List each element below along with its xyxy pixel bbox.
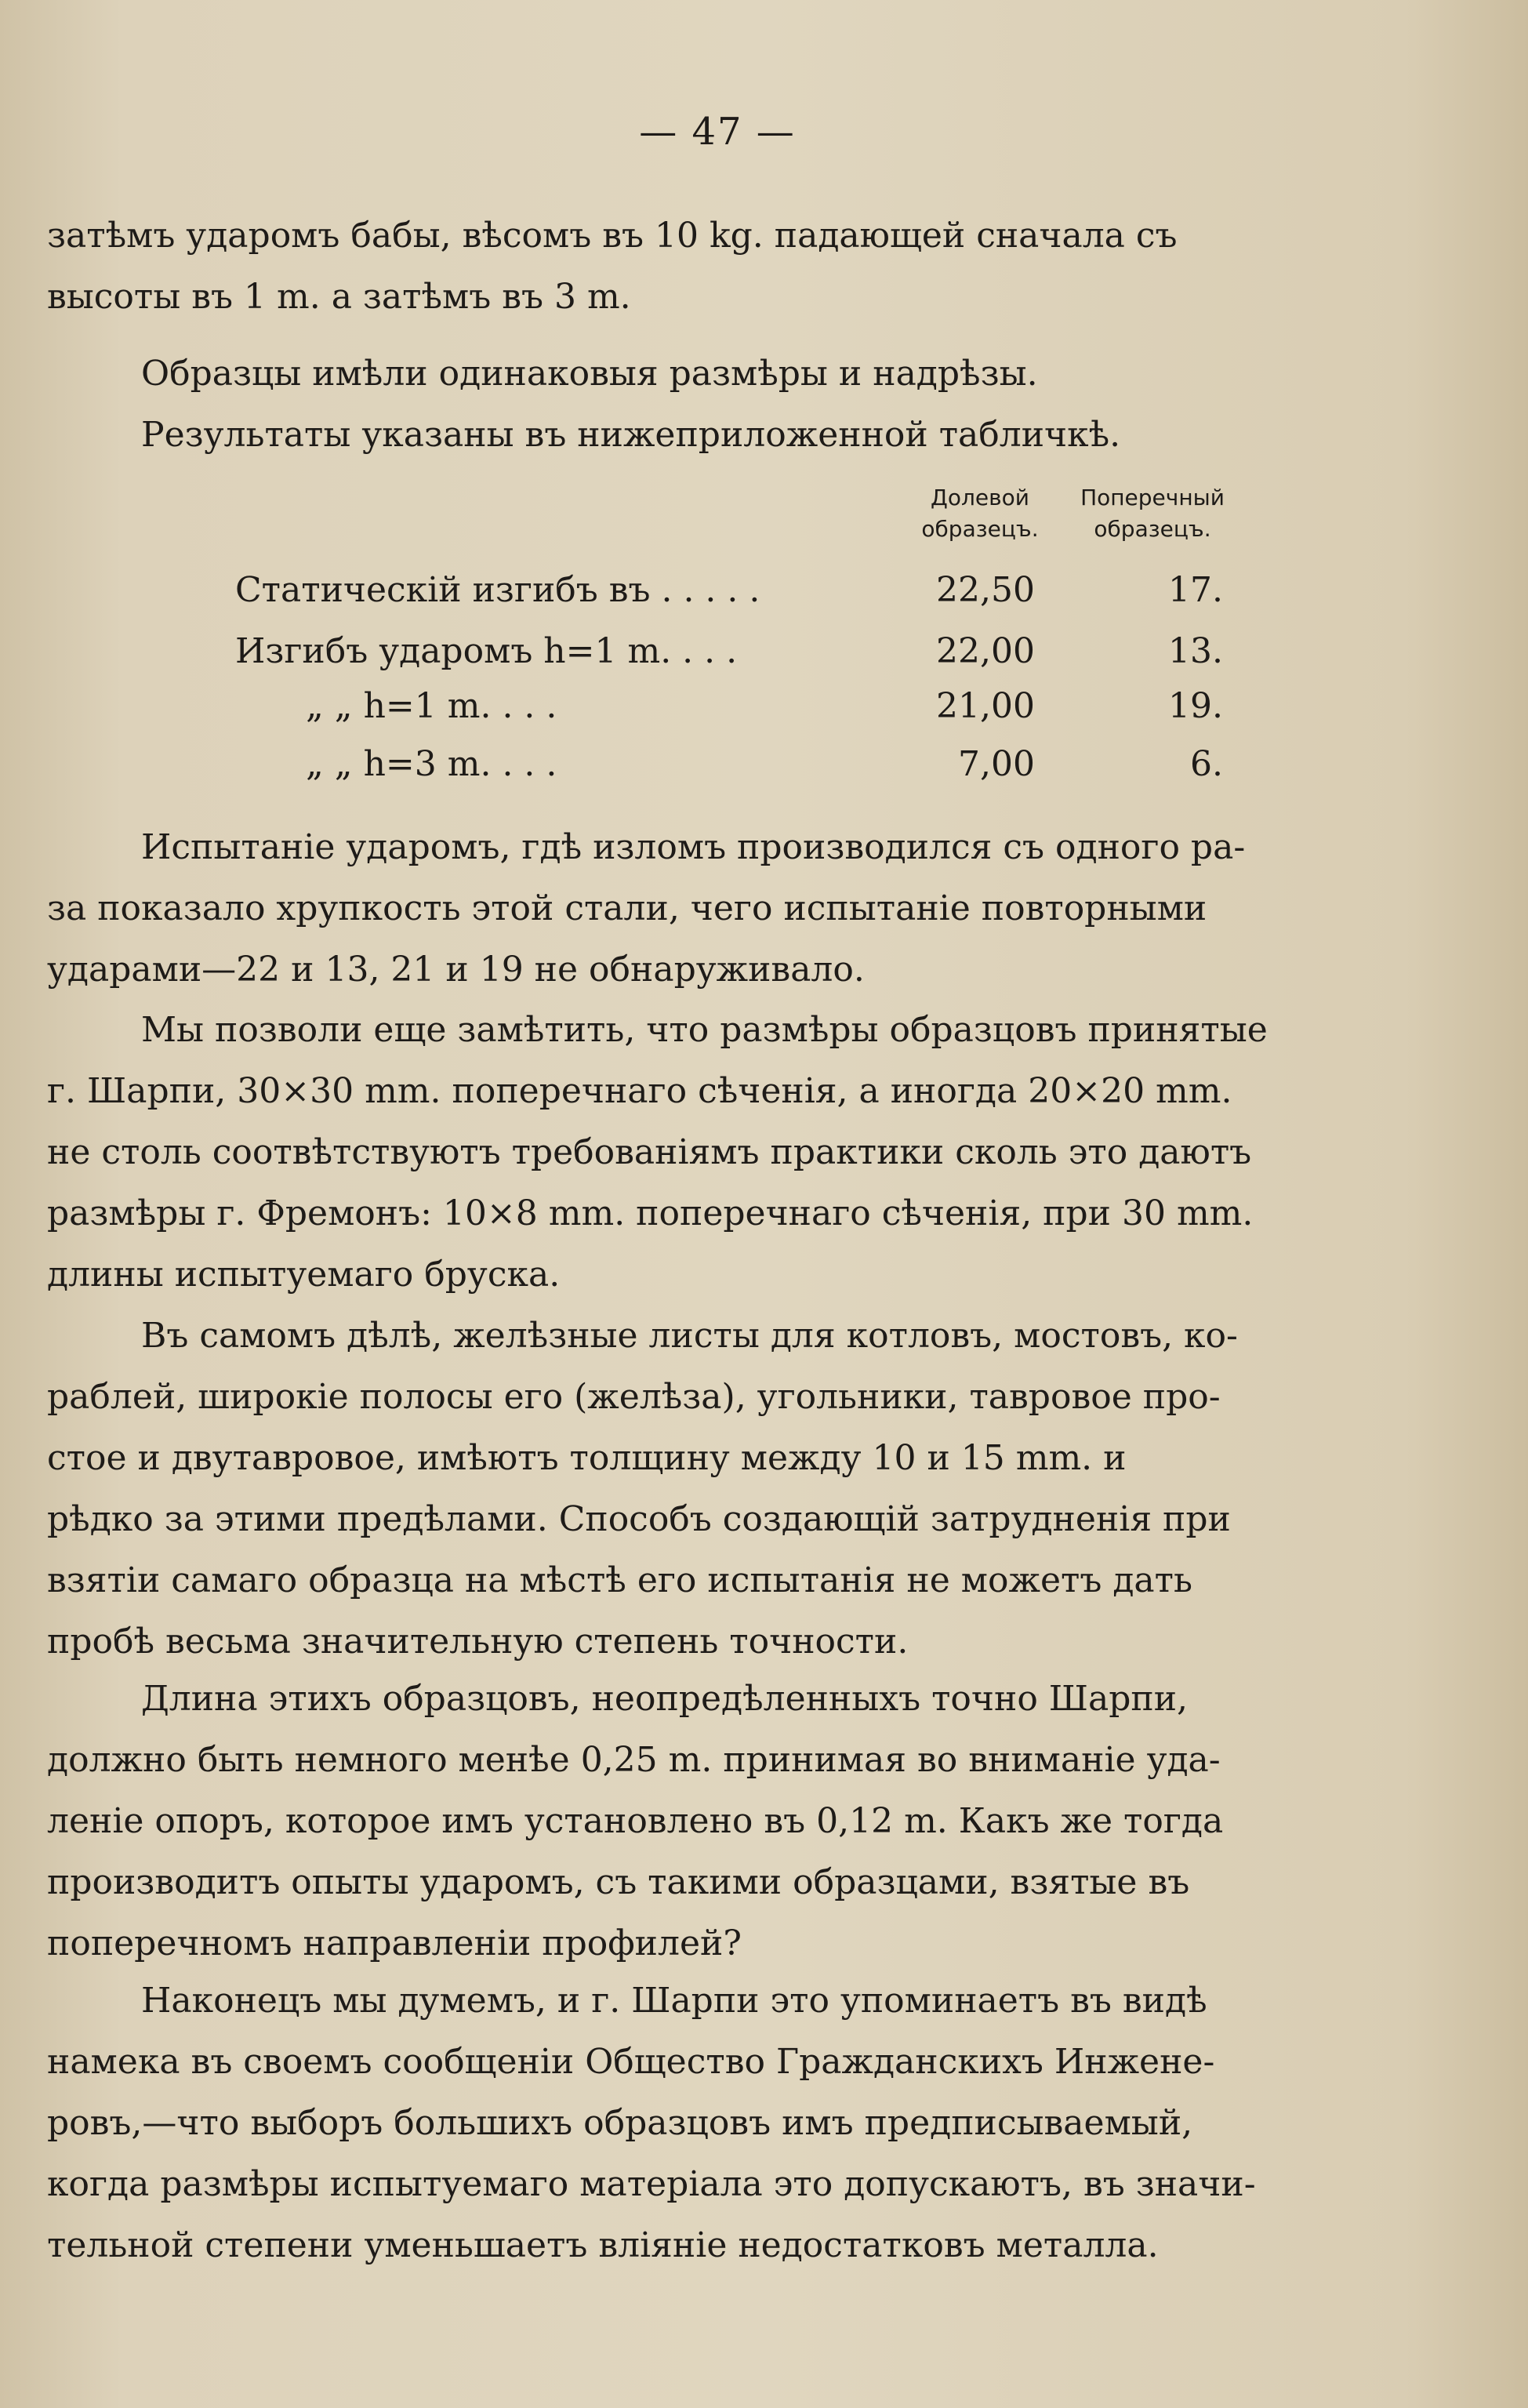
header-line: образецъ.: [921, 516, 1039, 542]
text-line: леніе опоръ, которое имъ установлено въ 0,12 m. Какъ же тогда: [47, 1801, 1224, 1841]
value-longitudinal: 7,00: [958, 744, 1035, 784]
text-line: раблей, широкіе полосы его (желѣза), угольники, тавровое про-: [47, 1377, 1221, 1417]
paragraph-conclusion: [47, 1970, 1372, 2276]
text-line: размѣры г. Фремонъ: 10×8 mm. поперечнаго сѣченія, при 30 mm.: [47, 1193, 1254, 1233]
text-line: Мы позволи еще замѣтить, что размѣры образцовъ принятые: [141, 1010, 1268, 1050]
text-line: Результаты указаны въ нижеприложенной табличкѣ.: [141, 415, 1121, 455]
value-transverse: 17.: [1168, 570, 1223, 610]
text-line: высоты въ 1 m. а затѣмъ въ 3 m.: [47, 277, 631, 317]
paragraph-sample-length: [47, 1669, 1372, 1974]
text-line: Длина этихъ образцовъ, неопредѣленныхъ точно Шарпи,: [141, 1679, 1189, 1719]
intro-paragraph: [47, 205, 1372, 328]
header-line: Долевой: [931, 485, 1029, 510]
text-line: затѣмъ ударомъ бабы, вѣсомъ въ 10 kg. падающей сначала съ: [47, 216, 1178, 256]
paragraph-sheet-thickness: [47, 1306, 1372, 1673]
text-line: Испытаніе ударомъ, гдѣ изломъ производился съ одного ра-: [141, 827, 1246, 867]
table-row: [235, 624, 1223, 679]
page-number: — 47 —: [639, 110, 796, 154]
row-label: Изгибъ ударомъ h=1 m. . . .: [235, 631, 738, 671]
text-line: поперечномъ направленіи профилей?: [47, 1923, 742, 1963]
row-label: „ „ h=1 m. . . .: [306, 686, 557, 726]
text-line: намека въ своемъ сообщеніи Общество Гражданскихъ Инжене-: [47, 2042, 1215, 2082]
text-line: когда размѣры испытуемаго матеріала это допускаютъ, въ значи-: [47, 2164, 1256, 2204]
value-longitudinal: 21,00: [936, 686, 1035, 726]
value-longitudinal: 22,50: [936, 570, 1035, 610]
table-row: [235, 679, 1223, 734]
text-line: производитъ опыты ударомъ, съ такими образцами, взятые въ: [47, 1862, 1190, 1902]
column-header-longitudinal: [909, 482, 1051, 545]
table-row: [235, 737, 1223, 792]
paragraph-sample-sizes: [47, 1000, 1372, 1306]
header-line: Поперечный: [1080, 485, 1225, 510]
text-line: Въ самомъ дѣлѣ, желѣзные листы для котловъ, мостовъ, ко-: [141, 1316, 1238, 1356]
text-line: ровъ,—что выборъ большихъ образцовъ имъ предписываемый,: [47, 2103, 1193, 2143]
text-line: рѣдко за этими предѣлами. Способъ создающій затрудненія при: [47, 1499, 1231, 1539]
text-line: за показало хрупкость этой стали, чего испытаніе повторными: [47, 888, 1207, 928]
value-longitudinal: 22,00: [936, 631, 1035, 671]
text-line: Образцы имѣли одинаковыя размѣры и надрѣзы.: [141, 354, 1038, 394]
value-transverse: 19.: [1168, 686, 1223, 726]
text-line: не столь соотвѣтствуютъ требованіямъ практики сколь это даютъ: [47, 1132, 1252, 1172]
table-row: [235, 563, 1223, 618]
row-label: Статическій изгибъ въ . . . . .: [235, 570, 760, 610]
text-line: должно быть немного менѣе 0,25 m. принимая во вниманіе уда-: [47, 1740, 1221, 1780]
text-line: г. Шарпи, 30×30 mm. поперечнаго сѣченія, а иногда 20×20 mm.: [47, 1071, 1232, 1111]
column-header-transverse: [1066, 482, 1239, 545]
text-line: взятіи самаго образца на мѣстѣ его испытанія не можетъ дать: [47, 1560, 1192, 1600]
header-line: образецъ.: [1094, 516, 1211, 542]
paragraph-impact-test: [47, 817, 1372, 1001]
text-line: стое и двутавровое, имѣютъ толщину между 10 и 15 mm. и: [47, 1438, 1127, 1478]
text-line: пробѣ весьма значительную степень точности.: [47, 1622, 909, 1662]
row-label: „ „ h=3 m. . . .: [306, 744, 557, 784]
text-line: ударами—22 и 13, 21 и 19 не обнаруживало.: [47, 950, 865, 990]
text-line: тельной степени уменьшаетъ вліяніе недостатковъ металла.: [47, 2225, 1159, 2265]
text-line: длины испытуемаго бруска.: [47, 1255, 561, 1295]
text-line: Наконецъ мы думемъ, и г. Шарпи это упоминаетъ въ видѣ: [141, 1981, 1207, 2021]
value-transverse: 13.: [1168, 631, 1223, 671]
value-transverse: 6.: [1190, 744, 1223, 784]
sample-paragraph: [141, 343, 1317, 466]
